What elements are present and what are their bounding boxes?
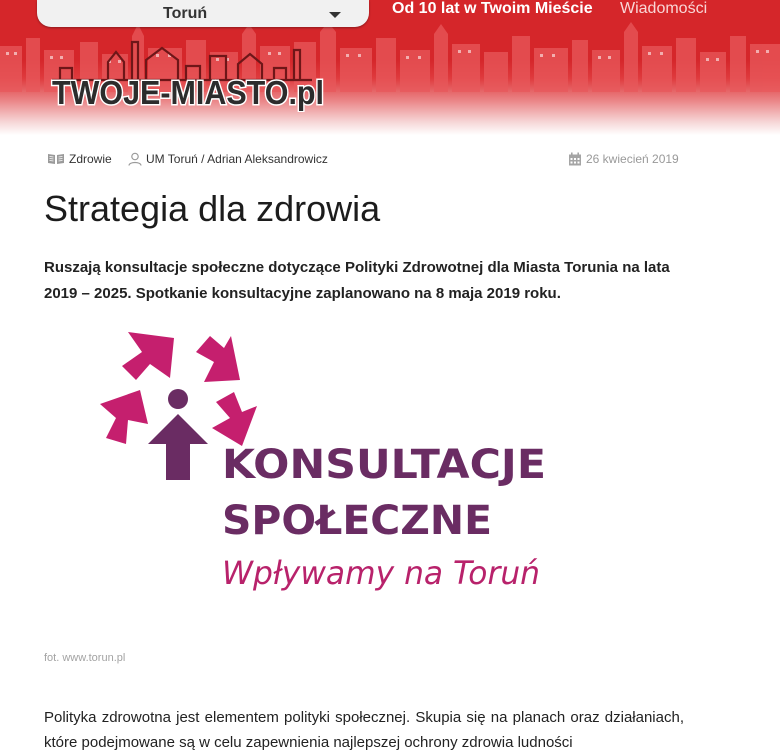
city-selector-dropdown[interactable] [37,0,369,27]
article-lead: Ruszają konsultacje społeczne dotyczące Polityki Zdrowotnej dla Miasta Torunia na lata 2019 – 2025. Spotkanie konsultacyjne zaplanowano na 8 maja 2019 roku. [44,259,670,302]
user-icon [128,152,142,166]
image-text-spoleczne: SPOŁECZNE [222,498,492,544]
open-book-icon [47,153,65,165]
nav-link-news[interactable]: Wiadomości [620,0,708,17]
category-label: Zdrowie [69,152,112,166]
image-text-konsultacje: KONSULTACJE [222,442,546,488]
article-hero-image[interactable] [44,322,684,642]
article-date [568,152,679,166]
article-author [128,152,328,166]
nav-link-10-years[interactable]: Od 10 lat w Twoim Mieście [392,0,593,17]
author-label: UM Toruń / Adrian Aleksandrowicz [146,152,328,166]
article-category[interactable] [47,152,112,166]
logo-text: TWOJE-MIASTO.pl [52,74,324,111]
city-selector-value: Toruń [163,5,208,22]
image-caption: fot. www.torun.pl [44,652,126,664]
site-header [0,0,780,135]
image-text-wplywamy: Wpływamy na Toruń [222,554,540,592]
article-body: Polityka zdrowotna jest elementem polityki społecznej. Skupia się na planach oraz działaniach, które podejmowane są w celu zapewnienia najlepszej ochrony zdrowia ludności [44,709,684,751]
date-label: 26 kwiecień 2019 [586,152,679,166]
article-title: Strategia dla zdrowia [44,188,381,229]
calendar-icon [568,152,582,166]
chevron-down-icon [329,12,341,18]
site-logo[interactable] [50,38,330,112]
